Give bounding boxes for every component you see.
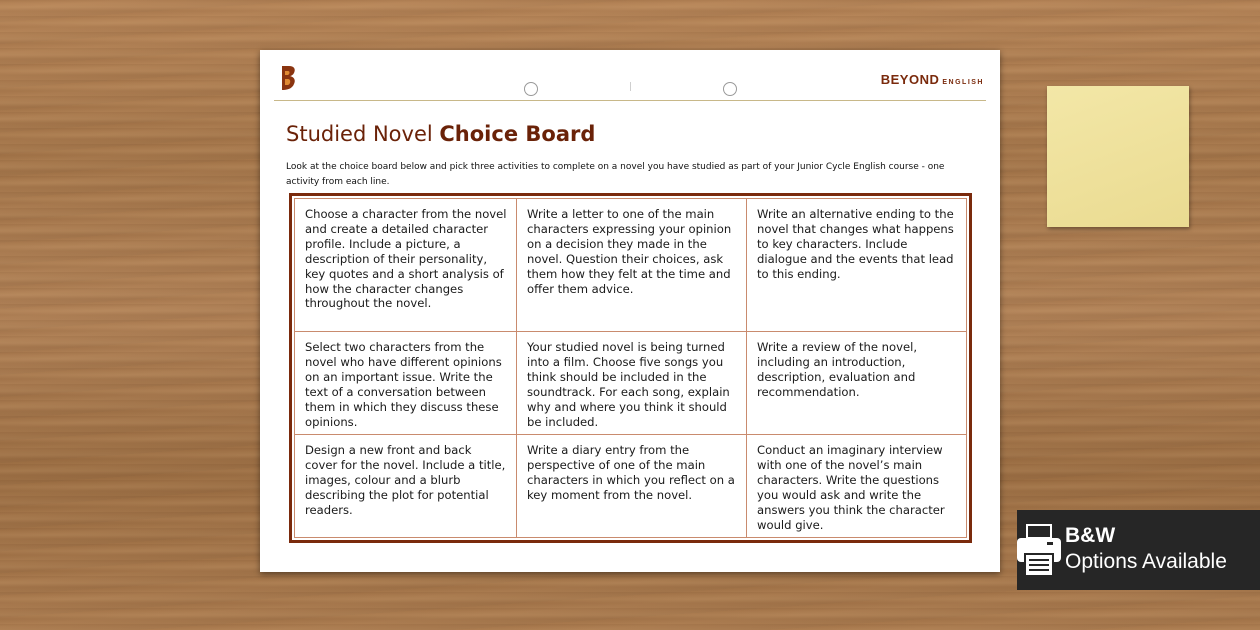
brand-name: BEYOND [880, 72, 940, 87]
header-rule [274, 100, 986, 101]
board-cell: Choose a character from the novel and create a detailed character profile. Include a picture, a description of their personality, key quotes and a short analysis of how the character changes throughout the novel. [295, 199, 517, 332]
beyond-logo-icon [278, 65, 298, 91]
board-cell: Write an alternative ending to the novel that changes what happens to key characters. Include dialogue and the events that lead to this ending. [747, 199, 966, 332]
center-mark [630, 82, 631, 91]
printer-icon [1017, 522, 1061, 578]
board-cell: Write a letter to one of the main characters expressing your opinion on a decision they made in the novel. Question their choices, ask them how they felt at the time and offer them advice. [517, 199, 747, 332]
brand-sub: ENGLISH [942, 79, 984, 86]
page-title [286, 122, 595, 146]
choice-board [289, 193, 972, 543]
board-cell: Write a review of the novel, including an introduction, description, evaluation and recommendation. [747, 332, 966, 435]
title-bold: Choice Board [439, 122, 596, 146]
worksheet-preview [260, 50, 1000, 572]
punch-hole [723, 82, 737, 96]
bw-title: B&W [1065, 524, 1116, 547]
sticky-note [1047, 86, 1189, 227]
instructions-text: Look at the choice board below and pick three activities to complete on a novel you have studied as part of your Junior Cycle English course - one activity from each line. [286, 162, 945, 187]
board-cell: Conduct an imaginary interview with one of the novel’s main characters. Write the questions you would ask and write the answers you think the character would give. [757, 443, 945, 532]
title-light: Studied Novel [286, 122, 440, 146]
board-cell: Write a diary entry from the perspective of one of the main characters in which you reflect on a key moment from the novel. [517, 435, 747, 537]
bw-subtitle: Options Available [1065, 550, 1227, 573]
brand-logo [881, 72, 984, 87]
punch-hole [524, 82, 538, 96]
bw-options-badge [1017, 510, 1260, 590]
board-cell: Design a new front and back cover for the novel. Include a title, images, colour and a blurb describing the plot for potential readers. [295, 435, 517, 537]
choice-board-grid [294, 198, 967, 538]
board-cell: Select two characters from the novel who have different opinions on an important issue. Write the text of a conversation between them in which they discuss these opinions. [295, 332, 517, 435]
board-cell: Your studied novel is being turned into a film. Choose five songs you think should be included in the soundtrack. For each song, explain why and where you think it should be included. [517, 332, 747, 435]
